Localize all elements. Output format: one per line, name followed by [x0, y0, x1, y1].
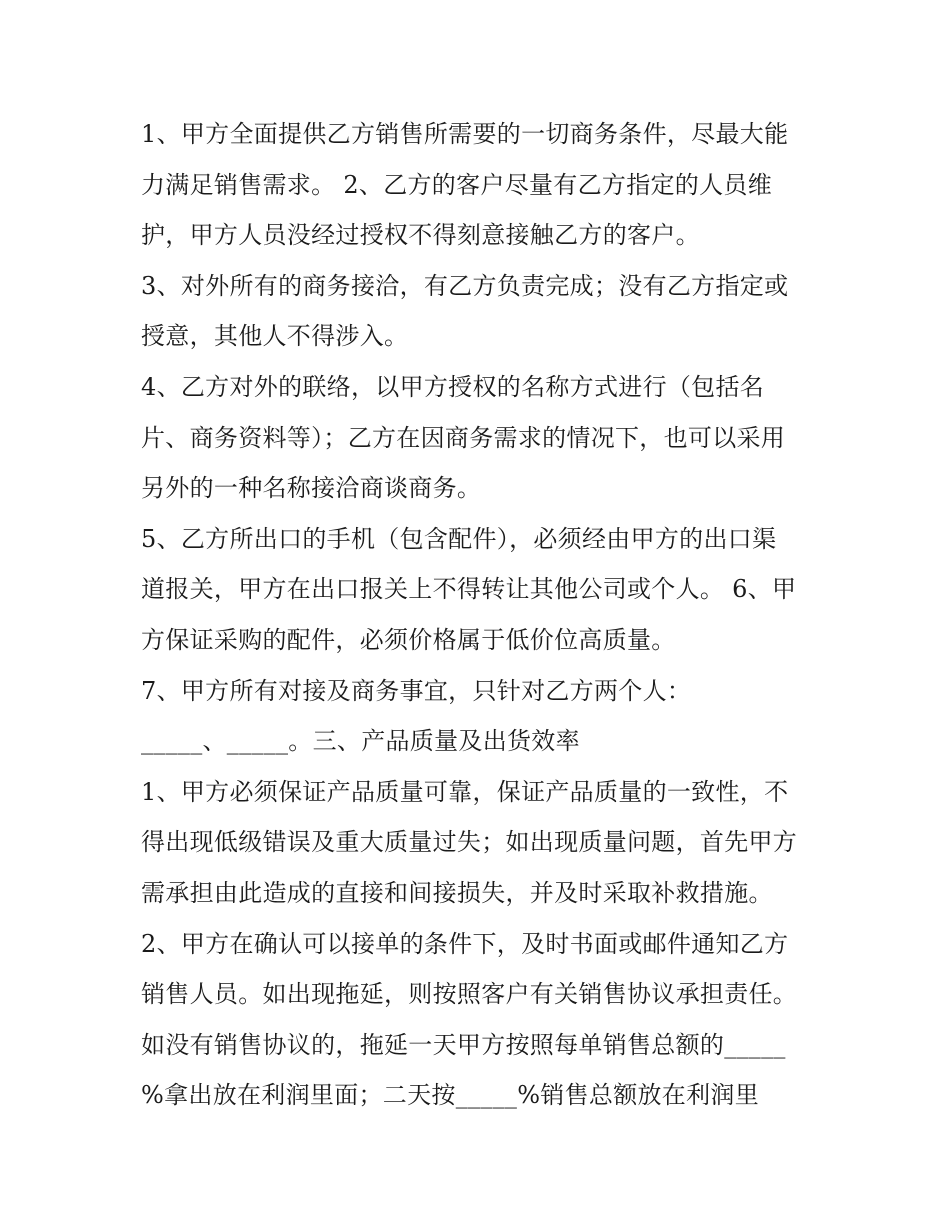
text-line: 护，甲方人员没经过授权不得刻意接触乙方的客户。: [141, 221, 700, 250]
text-line: 3、对外所有的商务接洽，有乙方负责完成；没有乙方指定或: [141, 271, 789, 300]
text-line: 1、甲方必须保证产品质量可靠，保证产品质量的一致性，不: [141, 777, 789, 806]
text-line: 得出现低级错误及重大质量过失；如出现质量问题，首先甲方: [141, 828, 798, 857]
text-line: 2、甲方在确认可以接单的条件下，及时书面或邮件通知乙方: [141, 929, 789, 958]
text-line: 7、甲方所有对接及商务事宜，只针对乙方两个人：: [141, 676, 692, 705]
text-line: 销售人员。如出现拖延，则按照客户有关销售协议承担责任。: [141, 980, 798, 1009]
text-line: 4、乙方对外的联络，以甲方授权的名称方式进行（包括名: [141, 372, 765, 401]
text-line: 需承担由此造成的直接和间接损失，并及时采取补救措施。: [141, 878, 773, 907]
text-line: 片、商务资料等）；乙方在因商务需求的情况下，也可以采用: [141, 423, 786, 452]
text-line: 授意，其他人不得涉入。: [141, 322, 409, 351]
text-line: 另外的一种名称接洽商谈商务。: [141, 474, 482, 503]
text-line: _____、_____。三、产品质量及出货效率: [141, 727, 580, 756]
text-line: 1、甲方全面提供乙方销售所需要的一切商务条件，尽最大能: [141, 120, 789, 148]
text-line: 方保证采购的配件，必须价格属于低价位高质量。: [141, 625, 676, 654]
text-line: %拿出放在利润里面；二天按_____%销售总额放在利润里: [141, 1081, 760, 1110]
text-line: 道报关，甲方在出口报关上不得转让其他公司或个人。 6、甲: [141, 575, 797, 604]
contract-text: [141, 109, 821, 1121]
text-line: 如没有销售协议的，拖延一天甲方按照每单销售总额的_____: [141, 1030, 786, 1059]
text-line: 力满足销售需求。 2、乙方的客户尽量有乙方指定的人员维: [141, 170, 772, 199]
text-line: 5、乙方所出口的手机（包含配件），必须经由甲方的出口渠: [141, 524, 777, 553]
